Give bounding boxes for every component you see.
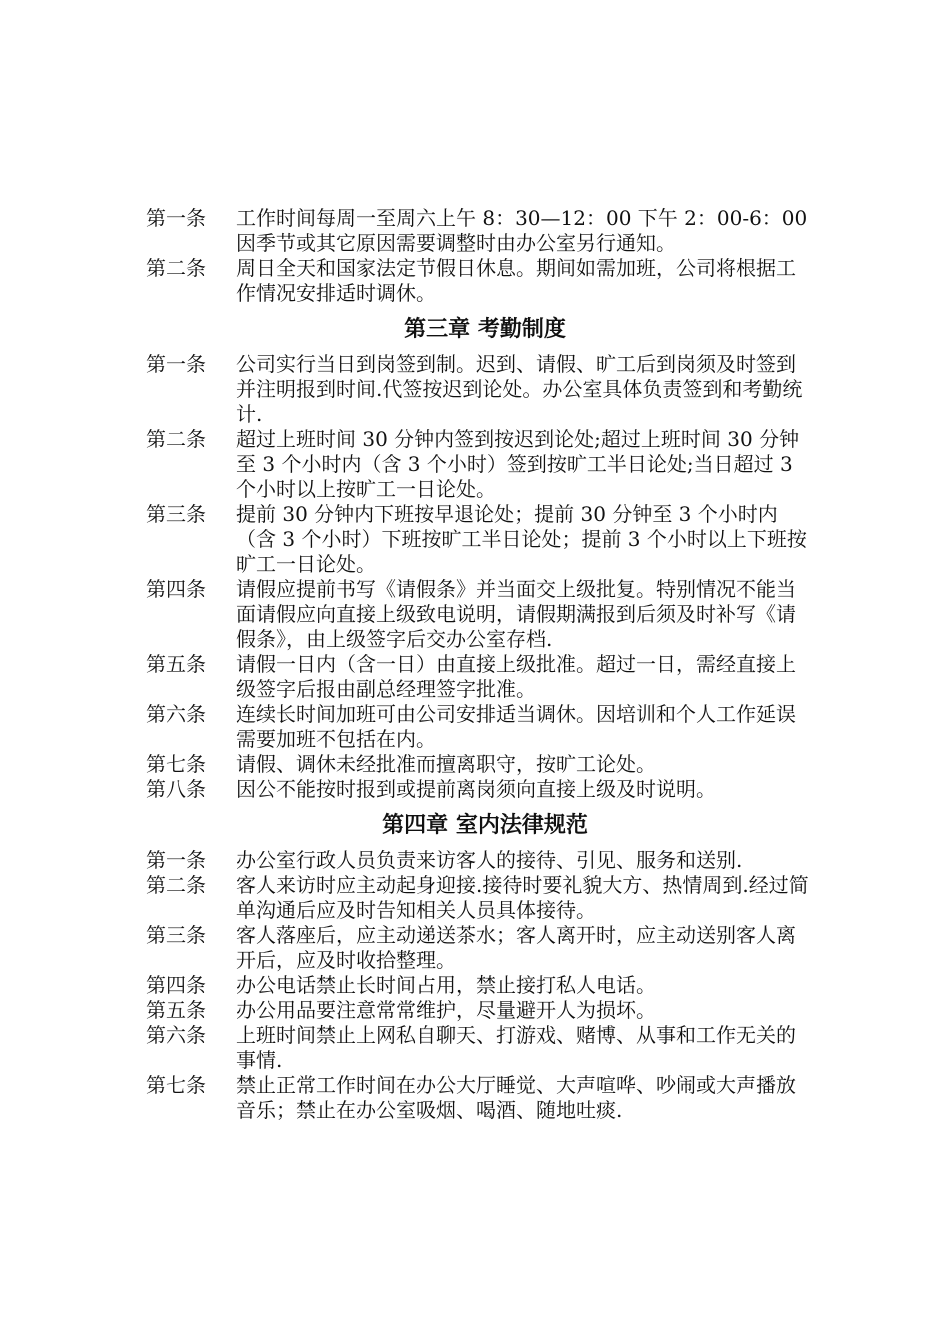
article-label: 第一条: [146, 848, 206, 872]
article-text: 客人落座后，应主动递送茶水；客人离开时，应主动送别客人离开后，应及时收拾整理。: [236, 923, 796, 972]
article-label: 第四条: [146, 973, 206, 997]
article-2: [146, 256, 810, 306]
article-text: 超过上班时间 30 分钟内签到按迟到论处;超过上班时间 30 分钟至 3 个小时内（含 3 个小时）签到按旷工半日论处;当日超过 3 个小时以上按旷工一日论处。: [236, 427, 800, 501]
article-text: 工作时间每周一至周六上午 8：30—12：00 下午 2：00-6：00 因季节或其它原因需要调整时由办公室另行通知。: [236, 206, 808, 255]
article-6: [146, 702, 810, 752]
article-text: 公司实行当日到岗签到制。迟到、请假、旷工后到岗须及时签到并注明报到时间.代签按迟到论处。办公室具体负责签到和考勤统计.: [236, 352, 803, 426]
article-label: 第七条: [146, 752, 206, 776]
article-1: [146, 848, 810, 873]
article-text: 办公室行政人员负责来访客人的接待、引见、服务和送别.: [236, 848, 743, 872]
article-label: 第六条: [146, 1023, 206, 1047]
article-2: [146, 873, 810, 923]
article-text: 请假应提前书写《请假条》并当面交上级批复。特别情况不能当面请假应向直接上级致电说明，请假期满报到后须及时补写《请假条》，由上级签字后交办公室存档.: [236, 577, 796, 651]
article-text: 周日全天和国家法定节假日休息。期间如需加班，公司将根据工作情况安排适时调休。: [236, 256, 796, 305]
article-6: [146, 1023, 810, 1073]
article-3: [146, 923, 810, 973]
chapter-4-title: 第四章 室内法律规范: [382, 813, 588, 838]
article-3: [146, 502, 810, 577]
article-8: [146, 777, 810, 802]
article-1: [146, 206, 810, 256]
article-5: [146, 652, 810, 702]
article-text: 禁止正常工作时间在办公大厅睡觉、大声喧哗、吵闹或大声播放音乐；禁止在办公室吸烟、喝酒、随地吐痰.: [236, 1073, 796, 1122]
article-5: [146, 998, 810, 1023]
article-label: 第二条: [146, 427, 206, 451]
article-label: 第一条: [146, 206, 206, 230]
section-work-hours: [146, 206, 810, 306]
article-7: [146, 752, 810, 777]
article-label: 第三条: [146, 502, 206, 526]
article-text: 办公电话禁止长时间占用，禁止接打私人电话。: [236, 973, 656, 997]
article-text: 连续长时间加班可由公司安排适当调休。因培训和个人工作延误需要加班不包括在内。: [236, 702, 796, 751]
article-label: 第五条: [146, 652, 206, 676]
chapter-3-articles: [146, 352, 810, 802]
document-body: [146, 206, 810, 1123]
article-text: 因公不能按时报到或提前离岗须向直接上级及时说明。: [236, 777, 716, 801]
article-label: 第三条: [146, 923, 206, 947]
article-text: 提前 30 分钟内下班按早退论处；提前 30 分钟至 3 个小时内（含 3 个小时）下班按旷工半日论处；提前 3 个小时以上下班按旷工一日论处。: [236, 502, 807, 576]
article-label: 第四条: [146, 577, 206, 601]
article-text: 上班时间禁止上网私自聊天、打游戏、赌博、从事和工作无关的事情.: [236, 1023, 796, 1072]
article-text: 办公用品要注意常常维护，尽量避开人为损坏。: [236, 998, 656, 1022]
article-label: 第五条: [146, 998, 206, 1022]
chapter-3-title: 第三章 考勤制度: [404, 317, 566, 342]
article-label: 第七条: [146, 1073, 206, 1097]
article-text: 请假一日内（含一日）由直接上级批准。超过一日，需经直接上级签字后报由副总经理签字批准。: [236, 652, 796, 701]
article-4: [146, 577, 810, 652]
article-4: [146, 973, 810, 998]
article-label: 第六条: [146, 702, 206, 726]
article-label: 第二条: [146, 873, 206, 897]
article-1: [146, 352, 810, 427]
chapter-4-articles: [146, 848, 810, 1123]
article-label: 第二条: [146, 256, 206, 280]
article-text: 请假、调休未经批准而擅离职守，按旷工论处。: [236, 752, 656, 776]
article-label: 第一条: [146, 352, 206, 376]
article-7: [146, 1073, 810, 1123]
article-label: 第八条: [146, 777, 206, 801]
article-2: [146, 427, 810, 502]
article-text: 客人来访时应主动起身迎接.接待时要礼貌大方、热情周到.经过简单沟通后应及时告知相关人员具体接待。: [236, 873, 809, 922]
